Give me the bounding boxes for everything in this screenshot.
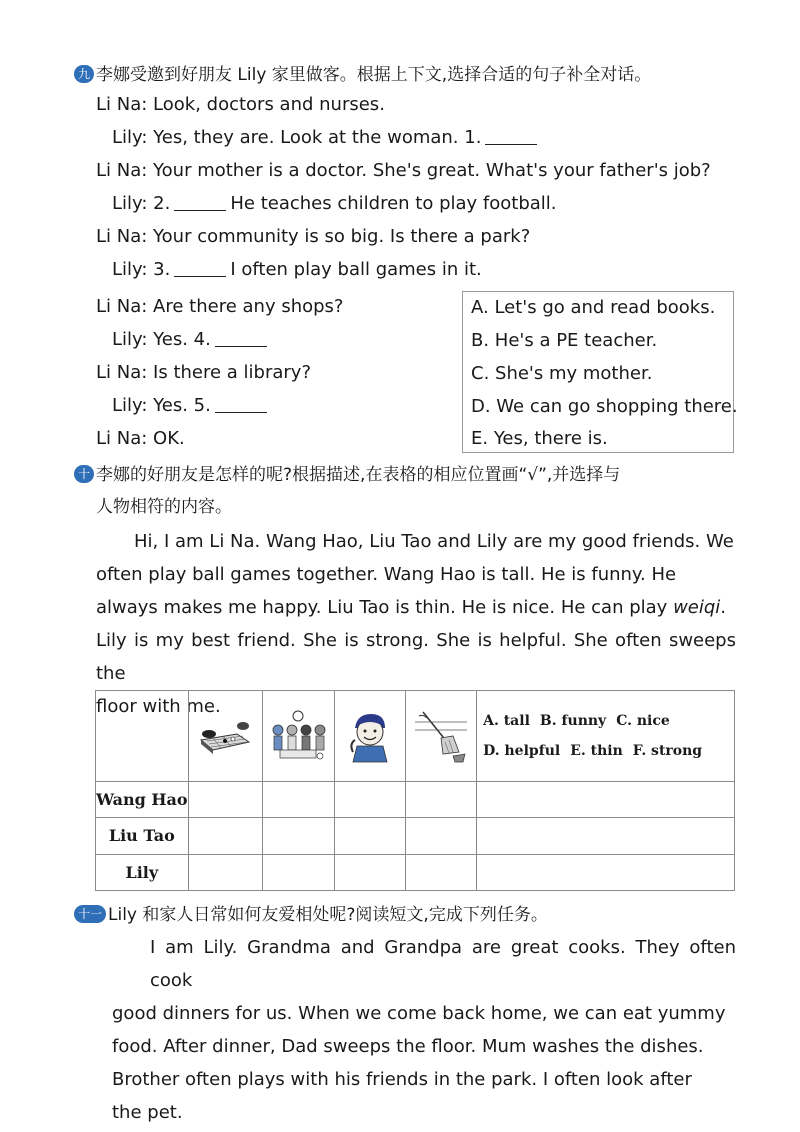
dialogue-text: Yes. 4. <box>153 329 211 350</box>
passage-line: food. After dinner, Dad sweeps the floor. Mum washes the dishes. <box>112 1036 704 1057</box>
answer-cell[interactable] <box>477 818 735 854</box>
option-b: B. He's a PE teacher. <box>471 330 658 351</box>
passage-line: floor with me. <box>96 696 221 717</box>
passage-line: good dinners for us. When we come back home, we can eat yummy <box>112 1003 726 1024</box>
table-header-row <box>96 691 735 782</box>
passage-line: I am Lily. Grandma and Grandpa are great cooks. They often cook <box>150 937 736 991</box>
speaker-label: Li Na: <box>96 428 148 449</box>
speaker-label: Li Na: <box>96 94 148 115</box>
section-9-instruction: 李娜受邀到好朋友 Lily 家里做客。根据上下文,选择合适的句子补全对话。 <box>96 65 652 85</box>
table-row <box>96 782 735 818</box>
speaker-label: Lily: <box>112 395 148 416</box>
dialogue-text: 3. <box>153 259 171 280</box>
icon-cell-sweeping <box>406 691 477 782</box>
dialogue-text: Are there any shops? <box>153 296 344 317</box>
icon-cell-weiqi <box>188 691 262 782</box>
choices-row-1: A. tall B. funny C. nice <box>483 713 670 729</box>
dialogue-text: He teaches children to play football. <box>230 193 557 214</box>
speaker-label: Lily: <box>112 127 148 148</box>
answer-blank[interactable] <box>174 258 226 277</box>
answer-cell[interactable] <box>188 782 262 818</box>
passage-line: often play ball games together. Wang Hao is tall. He is funny. He <box>96 564 677 585</box>
speaker-label: Li Na: <box>96 226 148 247</box>
section-9-heading <box>74 62 651 88</box>
answer-cell[interactable] <box>406 818 477 854</box>
answer-blank[interactable] <box>174 192 226 211</box>
dialogue-text: Your community is so big. Is there a park? <box>153 226 531 247</box>
answer-cell[interactable] <box>477 854 735 890</box>
option-c: C. She's my mother. <box>471 363 653 384</box>
weiqi-word: weiqi <box>673 597 721 618</box>
section-11-badge: 十一 <box>74 905 106 923</box>
dialogue-line <box>96 426 185 452</box>
dialogue-line <box>96 360 311 386</box>
speaker-label: Lily: <box>112 259 148 280</box>
answer-cell[interactable] <box>477 782 735 818</box>
answer-cell[interactable] <box>188 818 262 854</box>
section-10-badge: 十 <box>74 465 94 483</box>
sweeping-broom-icon <box>413 708 469 764</box>
passage-line: Brother often plays with his friends in the park. I often look after <box>112 1069 692 1090</box>
section-11-passage <box>112 931 736 1129</box>
section-10-instruction-1: 李娜的好朋友是怎样的呢?根据描述,在表格的相应位置画“√”,并选择与 <box>96 465 621 485</box>
passage-line: Hi, I am Li Na. Wang Hao, Liu Tao and Lily are my good friends. We <box>134 531 734 552</box>
dialogue-text: OK. <box>153 428 185 449</box>
option-d: D. We can go shopping there. <box>471 396 738 417</box>
speaker-label: Lily: <box>112 329 148 350</box>
answer-cell[interactable] <box>335 854 406 890</box>
row-name-liu-tao: Liu Tao <box>96 818 189 854</box>
dialogue-line <box>112 327 271 353</box>
answer-cell[interactable] <box>262 782 335 818</box>
speaker-label: Li Na: <box>96 362 148 383</box>
section-10-heading <box>74 462 620 488</box>
speaker-label: Li Na: <box>96 160 148 181</box>
answer-cell[interactable] <box>262 818 335 854</box>
dialogue-line <box>96 92 385 118</box>
dialogue-text: Your mother is a doctor. She's great. What's your father's job? <box>153 160 711 181</box>
options-box <box>462 291 738 453</box>
row-name-wang-hao: Wang Hao <box>96 782 189 818</box>
dialogue-line <box>112 125 541 151</box>
row-name-lily: Lily <box>96 854 189 890</box>
passage-line: Lily is my best friend. She is strong. She is helpful. She often sweeps the <box>96 630 736 684</box>
answer-cell[interactable] <box>335 818 406 854</box>
icon-cell-happy-boy <box>335 691 406 782</box>
icon-cell-ball-games <box>262 691 335 782</box>
dialogue-line <box>96 294 343 320</box>
dialogue-line <box>112 191 557 217</box>
ball-games-kids-icon <box>268 708 328 764</box>
answer-cell[interactable] <box>406 782 477 818</box>
section-10-instruction-2: 人物相符的内容。 <box>96 497 232 517</box>
table-row <box>96 818 735 854</box>
dialogue-text: Is there a library? <box>153 362 312 383</box>
friends-table <box>95 690 735 891</box>
dialogue-text: 2. <box>153 193 171 214</box>
section-11-heading <box>74 902 548 928</box>
choices-cell <box>477 691 735 782</box>
dialogue-text: Yes, they are. Look at the woman. 1. <box>153 127 482 148</box>
weiqi-board-icon <box>197 714 253 758</box>
corner-cell <box>96 691 189 782</box>
dialogue-line <box>112 393 271 419</box>
speaker-label: Li Na: <box>96 296 148 317</box>
answer-blank[interactable] <box>485 126 537 145</box>
table-row <box>96 854 735 890</box>
section-11-instruction: Lily 和家人日常如何友爱相处呢?阅读短文,完成下列任务。 <box>108 905 548 925</box>
option-a: A. Let's go and read books. <box>471 297 716 318</box>
speaker-label: Lily: <box>112 193 148 214</box>
passage-line: always makes me happy. Liu Tao is thin. He is nice. He can play weiqi. <box>96 597 727 618</box>
dialogue-text: I often play ball games in it. <box>230 259 482 280</box>
happy-boy-icon <box>345 708 395 764</box>
answer-blank[interactable] <box>215 394 267 413</box>
answer-cell[interactable] <box>188 854 262 890</box>
dialogue-line <box>96 158 711 184</box>
option-e: E. Yes, there is. <box>471 428 608 449</box>
passage-line: the pet. <box>112 1102 183 1123</box>
answer-cell[interactable] <box>262 854 335 890</box>
dialogue-text: Look, doctors and nurses. <box>153 94 385 115</box>
answer-cell[interactable] <box>335 782 406 818</box>
answer-cell[interactable] <box>406 854 477 890</box>
dialogue-line <box>112 257 482 283</box>
section-9-badge: 九 <box>74 65 94 83</box>
choices-row-2: D. helpful E. thin F. strong <box>483 743 703 759</box>
dialogue-line <box>96 224 530 250</box>
dialogue-text: Yes. 5. <box>153 395 211 416</box>
answer-blank[interactable] <box>215 328 267 347</box>
